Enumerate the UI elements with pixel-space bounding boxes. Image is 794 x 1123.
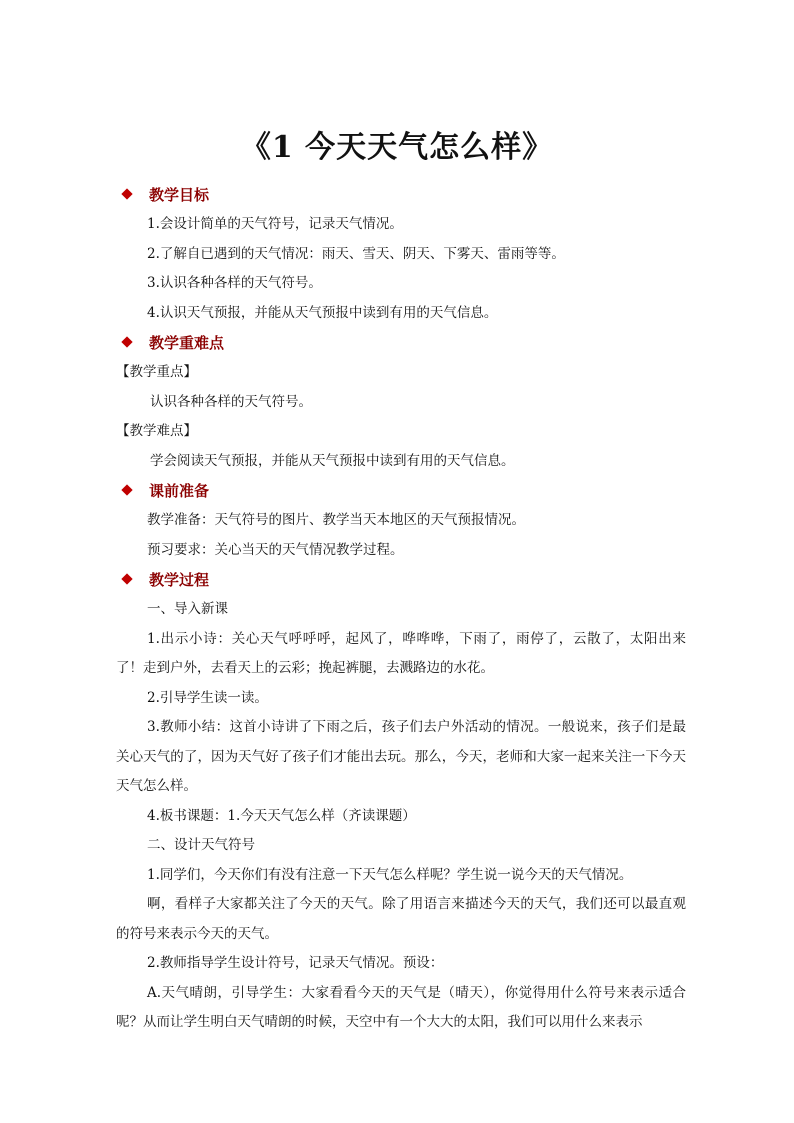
section-heading-text: 教学过程 [149,571,210,589]
section-heading-text: 教学重难点 [149,334,225,352]
process-paragraph: 2.引导学生读一读。 [147,689,268,706]
diamond-bullet-icon [121,188,132,199]
process-paragraph: A.天气晴朗，引导学生：大家看看今天的天气是（晴天），你觉得用什么符号来表示适合呢？从而让学生明白天气晴朗的时候，天空中有一个大大的太阳，我们可以用什么来表示 [116,984,686,1030]
process-paragraph: 1.同学们，今天你们有没有注意一下天气怎么样呢？学生说一说今天的天气情况。 [147,866,633,883]
process-paragraph: 1.出示小诗：关心天气呼呼呼，起风了，哗哗哗，下雨了，雨停了，云散了，太阳出来了！走到户外，去看天上的云彩；挽起裤腿，去溅路边的水花。 [116,630,686,676]
section-heading-process [116,565,686,595]
page-title: 《1 今天天气怎么样》 [240,130,554,165]
section-heading-preparation [116,476,686,506]
process-paragraph: 一、导入新课 [147,601,228,617]
process-paragraph: 3.教师小结：这首小诗讲了下雨之后，孩子们去户外活动的情况。一般说来，孩子们是最关心天气的了，因为天气好了孩子们才能出去玩。那么，今天，老师和大家一起来关注一下今天天气怎么样。 [116,719,686,794]
difficulty-label: 【教学难点】 [116,423,197,439]
goal-item: 3.认识各种各样的天气符号。 [147,275,322,291]
section-heading-text: 教学目标 [149,186,210,204]
diamond-bullet-icon [121,336,132,347]
diamond-bullet-icon [121,484,132,495]
process-paragraph: 4.板书课题：1.今天天气怎么样（齐读课题） [147,807,416,824]
process-paragraph: 2.教师指导学生设计符号，记录天气情况。预设： [147,955,444,971]
section-heading-text: 课前准备 [149,482,210,500]
section-heading-goals [116,180,686,210]
section-heading-key-points [116,328,686,358]
difficulty-text: 学会阅读天气预报，并能从天气预报中读到有用的天气信息。 [150,452,515,469]
goal-item: 1.会设计简单的天气符号，记录天气情况。 [147,216,403,232]
diamond-bullet-icon [121,573,132,584]
key-point-text: 认识各种各样的天气符号。 [150,393,312,410]
preparation-item: 预习要求：关心当天的天气情况教学过程。 [147,541,404,558]
document-body [116,180,686,1038]
preparation-item: 教学准备：天气符号的图片、教学当天本地区的天气预报情况。 [147,512,525,528]
goal-item: 4.认识天气预报，并能从天气预报中读到有用的天气信息。 [147,304,498,321]
process-paragraph: 啊，看样子大家都关注了今天的天气。除了用语言来描述今天的天气，我们还可以最直观的符号来表示今天的天气。 [116,896,686,942]
key-point-label: 【教学重点】 [116,364,197,380]
goal-item: 2.了解自已遇到的天气情况：雨天、雪天、阴天、下雾天、雷雨等等。 [147,245,565,262]
process-paragraph: 二、设计天气符号 [147,837,255,853]
